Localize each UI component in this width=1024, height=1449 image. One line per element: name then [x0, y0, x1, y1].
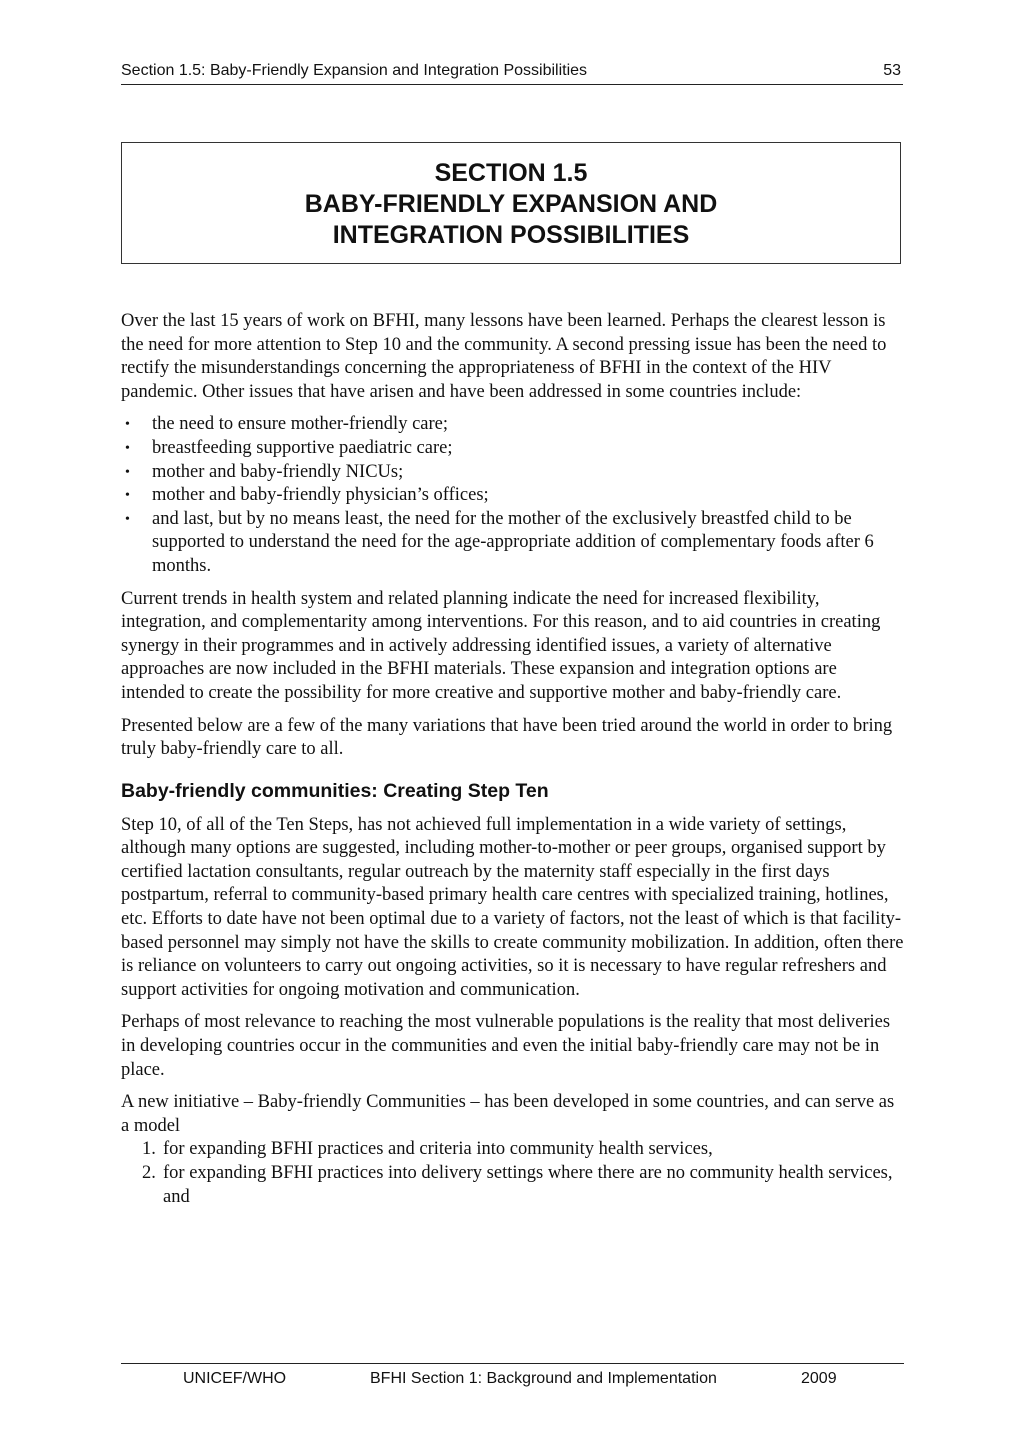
intro-paragraph: Over the last 15 years of work on BFHI, many lessons have been learned. Perhaps the clearest lesson is the need for more attention to Step 10 and the community. A second pressing issue has been the need to rectify the misunderstandings concerning the appropriateness of BFHI in the context of the HIV pandemic. Other issues that have arisen and have been addressed in some countries include: [121, 311, 887, 402]
step-ten-paragraph: Step 10, of all of the Ten Steps, has not achieved full implementation in a wide variety of settings, although many options are suggested, including mother-to-mother or peer groups, organised support by certified lactation consultants, regular outreach by the maternity staff especially in the first days postpartum, referral to community-based primary health care centres with specialized training, hotlines, etc. Efforts to date have not been optimal due to a variety of factors, not the least of which is that facility-based personnel may simply not have the skills to create community mobilization. In addition, often there is reliance on volunteers to carry out ongoing activities, so it is necessary to have regular refreshers and support activities for ongoing motivation and communication. [121, 814, 904, 1000]
model-numbered-list [121, 1138, 904, 1209]
page-number: 53 [883, 62, 901, 79]
trends-paragraph: Current trends in health system and related planning indicate the need for increased flexibility, integration, and complementarity among interventions. For this reason, and to aid countries in creating synergy in their programmes and in actively addressing identified issues, a variety of alternative approaches are now included in the BFHI materials. These expansion and integration options are intended to create the possibility for more creative and supportive mother and baby-friendly care. [121, 588, 881, 703]
bullet-icon: • [125, 464, 130, 480]
bullet-icon: • [125, 417, 130, 433]
issues-bullet-list [121, 413, 904, 578]
header-title: Section 1.5: Baby-Friendly Expansion and Integration Possibilities [121, 62, 588, 79]
bullet-text: and last, but by no means least, the need for the mother of the exclusively breastfed child to be supported to understand the need for the age-appropriate addition of complementary foods after 6 months. [152, 508, 874, 576]
body-text [121, 310, 904, 1209]
bullet-icon: • [125, 488, 130, 504]
list-number: 1. [142, 1139, 156, 1160]
footer-document-title: BFHI Section 1: Background and Implementation [370, 1370, 717, 1387]
footer-organization: UNICEF/WHO [183, 1370, 287, 1387]
bullet-icon: • [125, 440, 130, 456]
section-title-box [121, 142, 901, 264]
bullet-text: the need to ensure mother-friendly care; [152, 414, 449, 435]
list-item [121, 1138, 904, 1162]
bullet-icon: • [125, 511, 130, 527]
presented-paragraph: Presented below are a few of the many variations that have been tried around the world in order to bring truly baby-friendly care to all. [121, 715, 893, 760]
subsection-heading: Baby-friendly communities: Creating Step Ten [121, 779, 549, 802]
list-number: 2. [142, 1163, 156, 1183]
footer-year: 2009 [801, 1370, 837, 1387]
bullet-text: breastfeeding supportive paediatric care; [152, 437, 453, 458]
list-text: for expanding BFHI practices and criteria into community health services, [163, 1139, 713, 1160]
list-item [121, 508, 904, 579]
list-item [121, 484, 904, 508]
list-item [121, 461, 904, 485]
bullet-text: mother and baby-friendly physician’s offices; [152, 485, 489, 506]
running-footer [121, 1363, 904, 1394]
bullet-text: mother and baby-friendly NICUs; [152, 461, 404, 482]
list-item [121, 1162, 904, 1209]
section-title-line-3: INTEGRATION POSSIBILITIES [332, 221, 690, 249]
section-title-line-2: BABY-FRIENDLY EXPANSION AND [304, 190, 718, 218]
list-text: for expanding BFHI practices into delivery settings where there are no community health services, and [163, 1163, 893, 1207]
list-item [121, 413, 904, 437]
vulnerable-paragraph: Perhaps of most relevance to reaching the most vulnerable populations is the reality that most deliveries in developing countries occur in the communities and even the initial baby-friendly care may not be in place. [121, 1012, 891, 1080]
section-title-line-1: SECTION 1.5 [434, 159, 588, 187]
list-item [121, 437, 904, 461]
initiative-paragraph: A new initiative – Baby-friendly Communities – has been developed in some countries, and can serve as a model [121, 1092, 895, 1136]
running-header [121, 60, 903, 85]
